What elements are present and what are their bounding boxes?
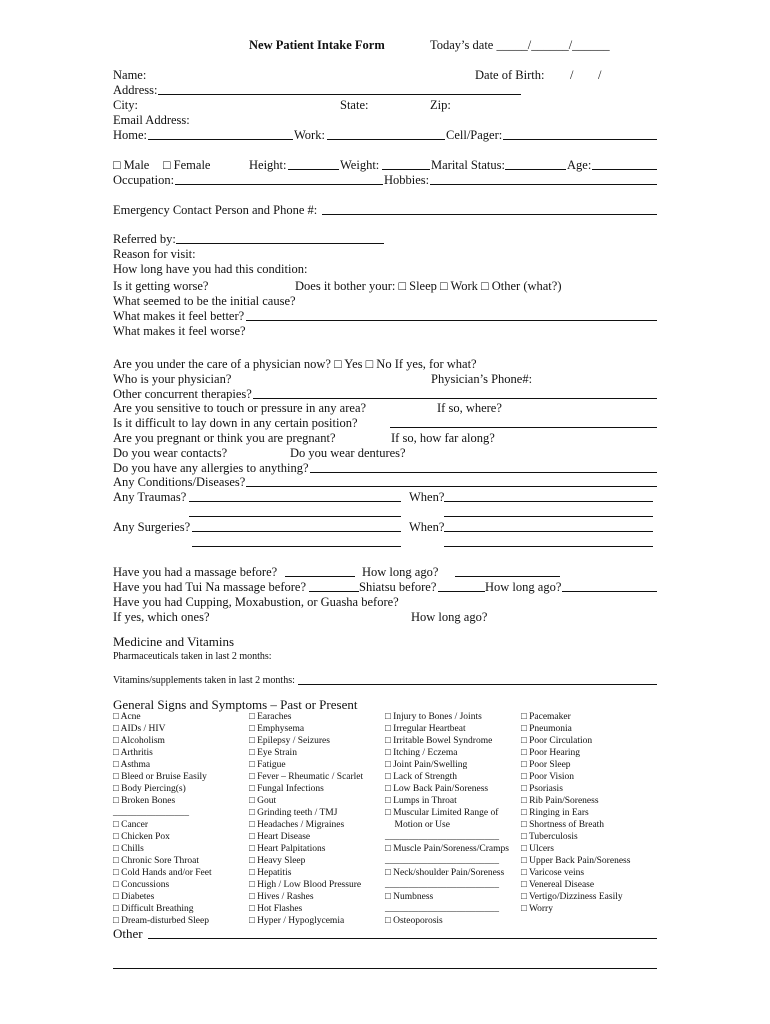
how-long-ago-label-1: How long ago? [362, 565, 439, 579]
symptom-checkbox[interactable]: □ Itching / Eczema [385, 748, 458, 758]
feel-better-label: What makes it feel better? [113, 309, 245, 323]
symptom-checkbox[interactable]: □ Varicose veins [521, 868, 585, 878]
surgeries-line-2[interactable] [192, 546, 401, 547]
how-long-ago-label-2: How long ago? [485, 580, 562, 594]
symptom-checkbox[interactable]: □ Concussions [113, 880, 170, 890]
name-label: Name: [113, 68, 147, 82]
symptom-checkbox[interactable]: □ Asthma [113, 760, 151, 770]
surgeries-line[interactable] [192, 531, 401, 532]
surgeries-when-label: When? [409, 520, 445, 534]
dob-slash-2: / [598, 68, 602, 82]
symptom-checkbox[interactable]: □ Venereal Disease [521, 880, 595, 890]
allergies-label: Do you have any allergies to anything? [113, 461, 309, 475]
symptom-checkbox[interactable]: □ Gout [249, 796, 277, 806]
sensitive-label: Are you sensitive to touch or pressure in any area? [113, 401, 367, 415]
symptom-checkbox[interactable]: □ Low Back Pain/Soreness [385, 784, 489, 794]
symptom-checkbox[interactable]: □ Heart Palpitations [249, 844, 326, 854]
concurrent-therapies-label: Other concurrent therapies? [113, 387, 252, 401]
state-label: State: [340, 98, 369, 112]
symptom-checkbox[interactable]: □ Irregular Heartbeat [385, 724, 466, 734]
symptom-checkbox[interactable]: □ Worry [521, 904, 553, 914]
vitamins-label: Vitamins/supplements taken in last 2 months: [113, 675, 295, 686]
symptom-checkbox[interactable]: □ Eye Strain [249, 748, 297, 758]
symptom-checkbox[interactable]: □ Earaches [249, 712, 292, 722]
concurrent-therapies-line[interactable] [253, 398, 657, 399]
contacts-label: Do you wear contacts? [113, 446, 228, 460]
city-label: City: [113, 98, 139, 112]
symptom-checkbox[interactable]: □ Irritable Bowel Syndrome [385, 736, 493, 746]
traumas-label: Any Traumas? [113, 490, 187, 504]
had-massage-label: Have you had a massage before? [113, 565, 278, 579]
other-line[interactable] [148, 938, 657, 939]
symptom-checkbox[interactable]: □ Acne [113, 712, 141, 722]
symptom-checkbox[interactable]: □ Muscular Limited Range of [385, 808, 499, 818]
traumas-line-2[interactable] [189, 516, 401, 517]
address-line[interactable] [158, 94, 521, 95]
lay-down-label: Is it difficult to lay down in any certain position? [113, 416, 358, 430]
worse-label: Is it getting worse? [113, 279, 209, 293]
symptom-checkbox[interactable]: □ Vertigo/Dizziness Easily [521, 892, 623, 902]
female-checkbox[interactable]: □ Female [163, 158, 211, 172]
tui-na-label: Have you had Tui Na massage before? [113, 580, 307, 594]
symptoms-heading: General Signs and Symptoms – Past or Present [113, 697, 358, 712]
symptom-checkbox[interactable]: □ Rib Pain/Soreness [521, 796, 599, 806]
hobbies-label: Hobbies: [384, 173, 430, 187]
symptoms-column-1 [113, 711, 212, 927]
symptom-checkbox[interactable]: □ Diabetes [113, 892, 155, 902]
symptoms-column-3 [385, 711, 509, 927]
symptom-checkbox[interactable]: □ Broken Bones [113, 796, 176, 806]
other-label: Other [113, 926, 143, 941]
shiatsu-label: Shiatsu before? [359, 580, 437, 594]
symptom-checkbox[interactable]: □ Poor Hearing [521, 748, 581, 758]
symptom-blank-line[interactable]: ________________________ [385, 904, 499, 914]
surgeries-label: Any Surgeries? [113, 520, 191, 534]
referred-line[interactable] [176, 243, 384, 244]
referred-label: Referred by: [113, 232, 176, 246]
how-far-label: If so, how far along? [391, 431, 495, 445]
symptom-blank-line[interactable]: ________________________ [385, 856, 499, 866]
todays-date-field[interactable]: Today’s date _____/______/______ [430, 38, 610, 52]
male-checkbox[interactable]: □ Male [113, 158, 150, 172]
zip-label: Zip: [430, 98, 451, 112]
symptom-checkbox[interactable]: □ Hot Flashes [249, 904, 303, 914]
surgeries-when-line-2[interactable] [444, 546, 653, 547]
symptom-checkbox[interactable]: □ Headaches / Migraines [249, 820, 345, 830]
home-phone-line[interactable] [148, 139, 293, 140]
cell-label: Cell/Pager: [446, 128, 503, 142]
symptom-checkbox[interactable]: □ Osteoporosis [385, 916, 443, 926]
form-title: New Patient Intake Form [249, 38, 385, 52]
vitamins-line[interactable] [298, 684, 657, 685]
symptom-continuation: Motion or Use [385, 820, 450, 830]
symptom-checkbox[interactable]: □ Dream-disturbed Sleep [113, 916, 209, 926]
who-physician-label: Who is your physician? [113, 372, 232, 386]
symptom-checkbox[interactable]: □ Chicken Pox [113, 832, 170, 842]
symptom-checkbox[interactable]: □ Shortness of Breath [521, 820, 605, 830]
which-label: If yes, which ones? [113, 610, 210, 624]
symptom-checkbox[interactable]: □ Hepatitis [249, 868, 292, 878]
reason-label: Reason for visit: [113, 247, 196, 261]
how-long-label: How long have you had this condition: [113, 262, 308, 276]
dob-label: Date of Birth: [475, 68, 545, 82]
traumas-when-label: When? [409, 490, 445, 504]
feel-better-line[interactable] [246, 320, 657, 321]
initial-cause-label: What seemed to be the initial cause? [113, 294, 296, 308]
how-long-ago-label-3: How long ago? [411, 610, 488, 624]
symptom-checkbox[interactable]: □ Hyper / Hypoglycemia [249, 916, 345, 926]
symptom-checkbox[interactable]: □ Muscle Pain/Soreness/Cramps [385, 844, 509, 854]
traumas-line[interactable] [189, 501, 401, 502]
symptom-checkbox[interactable]: □ Cancer [113, 820, 149, 830]
physician-care-question[interactable]: Are you under the care of a physician now? □ Yes □ No If yes, for what? [113, 357, 477, 371]
symptom-checkbox[interactable]: □ AIDs / HIV [113, 724, 166, 734]
symptom-checkbox[interactable]: □ Pneumonia [521, 724, 572, 734]
weight-line[interactable] [382, 169, 430, 170]
symptom-checkbox[interactable]: □ Ringing in Ears [521, 808, 589, 818]
had-massage-line[interactable] [285, 576, 355, 577]
work-phone-label: Work: [294, 128, 325, 142]
sensitive-where-label: If so, where? [437, 401, 502, 415]
symptom-checkbox[interactable]: □ Poor Vision [521, 772, 575, 782]
symptom-checkbox[interactable]: □ Alcoholism [113, 736, 165, 746]
symptom-checkbox[interactable]: □ Fever – Rheumatic / Scarlet [249, 772, 364, 782]
address-label: Address: [113, 83, 158, 97]
symptom-checkbox[interactable]: □ Bleed or Bruise Easily [113, 772, 207, 782]
hobbies-line[interactable] [430, 184, 657, 185]
bother-options[interactable]: Does it bother your: □ Sleep □ Work □ Other (what?) [295, 279, 562, 293]
symptom-checkbox[interactable]: □ Grinding teeth / TMJ [249, 808, 338, 818]
occupation-line[interactable] [175, 184, 383, 185]
emergency-contact-label: Emergency Contact Person and Phone #: [113, 203, 318, 217]
symptom-checkbox [521, 915, 630, 927]
symptom-checkbox[interactable]: □ Epilepsy / Seizures [249, 736, 330, 746]
symptom-checkbox[interactable]: □ Injury to Bones / Joints [385, 712, 482, 722]
physician-phone-label: Physician’s Phone#: [431, 372, 533, 386]
medicine-heading: Medicine and Vitamins [113, 634, 235, 649]
symptoms-column-2 [249, 711, 363, 927]
traumas-when-line[interactable] [444, 501, 653, 502]
symptom-blank-line[interactable]: ________________________ [385, 880, 499, 890]
symptom-blank-line[interactable]: ________________________ [385, 832, 499, 842]
symptom-checkbox[interactable]: □ Joint Pain/Swelling [385, 760, 468, 770]
traumas-when-line-2[interactable] [444, 516, 653, 517]
cell-line[interactable] [503, 139, 657, 140]
conditions-label: Any Conditions/Diseases? [113, 475, 246, 489]
symptom-checkbox[interactable]: □ Poor Sleep [521, 760, 571, 770]
symptom-checkbox[interactable]: □ Pacemaker [521, 712, 571, 722]
dentures-label: Do you wear dentures? [290, 446, 406, 460]
allergies-line[interactable] [310, 472, 657, 473]
symptom-checkbox[interactable]: □ Upper Back Pain/Soreness [521, 856, 631, 866]
feel-worse-label: What makes it feel worse? [113, 324, 246, 338]
dob-slash-1: / [570, 68, 574, 82]
symptom-checkbox[interactable]: □ Lumps in Throat [385, 796, 457, 806]
symptom-checkbox[interactable]: □ Hives / Rashes [249, 892, 314, 902]
symptom-checkbox[interactable]: □ Lack of Strength [385, 772, 457, 782]
surgeries-when-line[interactable] [444, 531, 653, 532]
symptom-checkbox[interactable]: □ Body Piercing(s) [113, 784, 186, 794]
symptom-checkbox[interactable]: □ Heavy Sleep [249, 856, 306, 866]
marital-line[interactable] [505, 169, 566, 170]
marital-label: Marital Status: [431, 158, 505, 172]
lay-down-line[interactable] [390, 427, 657, 428]
symptom-checkbox[interactable]: □ Tuberculosis [521, 832, 578, 842]
symptom-checkbox[interactable]: □ Numbness [385, 892, 434, 902]
symptom-checkbox[interactable]: □ Chronic Sore Throat [113, 856, 200, 866]
pharmaceuticals-label: Pharmaceuticals taken in last 2 months: [113, 651, 272, 662]
how-long-ago-line-1[interactable] [455, 576, 560, 577]
work-phone-line[interactable] [327, 139, 445, 140]
symptom-checkbox[interactable]: □ Fatigue [249, 760, 286, 770]
emergency-contact-line[interactable] [322, 214, 657, 215]
other-line-2[interactable] [113, 968, 657, 969]
symptom-checkbox[interactable]: □ Emphysema [249, 724, 305, 734]
occupation-label: Occupation: [113, 173, 175, 187]
symptom-checkbox[interactable]: □ Arthritis [113, 748, 153, 758]
symptom-checkbox[interactable]: □ High / Low Blood Pressure [249, 880, 362, 890]
symptom-checkbox[interactable]: □ Cold Hands and/or Feet [113, 868, 212, 878]
symptom-checkbox[interactable]: □ Poor Circulation [521, 736, 593, 746]
age-line[interactable] [592, 169, 657, 170]
cupping-label: Have you had Cupping, Moxabustion, or Guasha before? [113, 595, 399, 609]
symptom-checkbox[interactable]: □ Chills [113, 844, 144, 854]
height-label: Height: [249, 158, 287, 172]
symptom-checkbox[interactable]: □ Difficult Breathing [113, 904, 194, 914]
pregnant-label: Are you pregnant or think you are pregnant? [113, 431, 336, 445]
symptom-blank-line[interactable]: ________________ [113, 808, 189, 818]
symptom-checkbox[interactable]: □ Neck/shoulder Pain/Soreness [385, 868, 505, 878]
symptoms-column-4 [521, 711, 630, 927]
symptom-checkbox[interactable]: □ Fungal Infections [249, 784, 324, 794]
weight-label: Weight: [340, 158, 380, 172]
symptom-checkbox[interactable]: □ Ulcers [521, 844, 554, 854]
age-label: Age: [567, 158, 592, 172]
tui-na-line[interactable] [309, 591, 359, 592]
height-line[interactable] [288, 169, 339, 170]
symptom-checkbox[interactable]: □ Heart Disease [249, 832, 311, 842]
conditions-line[interactable] [246, 486, 657, 487]
how-long-ago-line-2[interactable] [562, 591, 657, 592]
symptom-checkbox[interactable]: □ Psoriasis [521, 784, 563, 794]
home-phone-label: Home: [113, 128, 148, 142]
shiatsu-line[interactable] [438, 591, 485, 592]
email-label: Email Address: [113, 113, 190, 127]
